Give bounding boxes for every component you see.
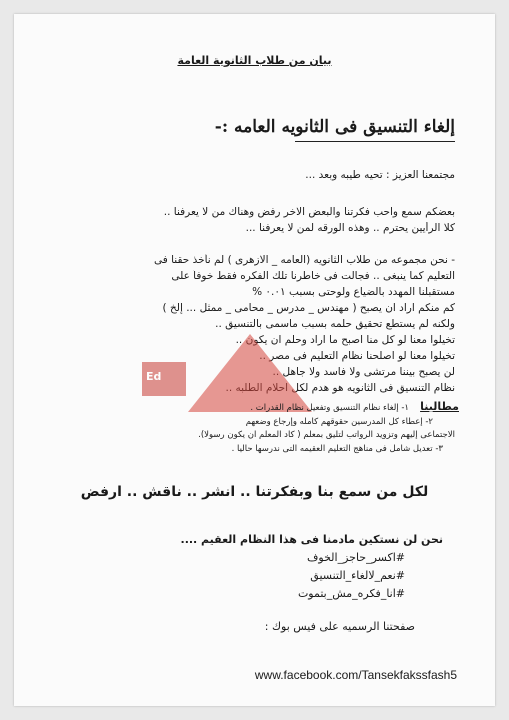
slogan: لكل من سمع بنا وبفكرتنا .. انشر .. ناقش .. ارفض	[80, 484, 429, 500]
header-title: بيان من طلاب الثانوية العامة	[177, 54, 332, 67]
body-line: - نحن مجموعه من طلاب الثانويه (العامه _ الازهرى ) لم نأخذ حقنا فى	[153, 254, 455, 266]
body-line: التعليم كما ينبغى .. فجالت فى خاطرنا تلك الفكره فقط خوفاً على	[171, 270, 455, 282]
headline-underline	[295, 141, 455, 142]
pyramid-icon	[188, 334, 312, 412]
demand-item: الاجتماعى إليهم وتزويد الرواتب لتليق بمعلم ( كاد المعلم ان يكون رسولا).	[198, 430, 455, 440]
document-header	[14, 54, 495, 67]
body-line: مستقبلنا المهدد بالضياع ولوحتى بسبب ۰.۰۱ %	[252, 286, 455, 298]
intro-line: بعضكم سمع واحب فكرتنا والبعض الاخر رفض وهناك من لا يعرفنا ..	[163, 206, 455, 218]
watermark-text: Ed	[146, 370, 162, 383]
demand-item: ١- إلغاء نظام التنسيق وتفعيل نظام القدرات .	[250, 403, 409, 413]
document-page	[14, 14, 495, 706]
facebook-label: صفحتنا الرسميه على فيس بوك :	[264, 620, 415, 633]
body-line: نظام التنسيق فى الثانويه هو هدم لكل احلام الطلبه ..	[225, 382, 455, 394]
body-line: لن يصبح بيننا مرتشى ولا فاسد ولا جاهل ..	[272, 366, 455, 378]
demand-item: ٢- إعطاء كل المدرسين حقوقهم كامله وإرجاع وضعهم	[245, 417, 433, 427]
body-line: تخيلوا معنا لو اصلحنا نظام التعليم فى مصر ..	[259, 350, 455, 362]
watermark-logo	[142, 334, 342, 414]
body-line: ولكنه لم يستطع تحقيق حلمه بسبب ماسمى بالتنسيق ..	[215, 318, 455, 330]
hashtag: #اكسر_حاجز_الخوف	[306, 551, 405, 564]
demand-item: ٣- تعديل شامل فى مناهج التعليم العقيمه التى ندرسها حالياً .	[231, 444, 443, 454]
closing-heading: نحن لن نستكين مادمنا فى هذا النظام العقيم ....	[180, 533, 443, 546]
greeting: مجتمعنا العزيز : تحيه طيبه وبعد ...	[305, 169, 455, 181]
intro-line: كلا الرأيين يحترم .. وهذه الورقه لمن لا يعرفنا ...	[245, 222, 455, 234]
body-line: تخيلوا معنا لو كل منا اصبح ما اراد وحلم ان يكون ..	[235, 334, 455, 346]
hashtag: #نعم_لالغاء_التنسيق	[310, 569, 405, 582]
headline: إلغاء التنسيق فى الثانويه العامه :-	[214, 117, 455, 137]
demands-heading: مطالبنا	[420, 400, 459, 413]
hashtag: #انا_فكره_مش_بتموت	[297, 587, 405, 600]
facebook-link[interactable]: www.facebook.com/Tansekfakssfash5	[254, 668, 457, 682]
body-line: كم منكم اراد ان يصبح ( مهندس _ مدرس _ محامى _ ممثل ... إلخ )	[162, 302, 455, 314]
